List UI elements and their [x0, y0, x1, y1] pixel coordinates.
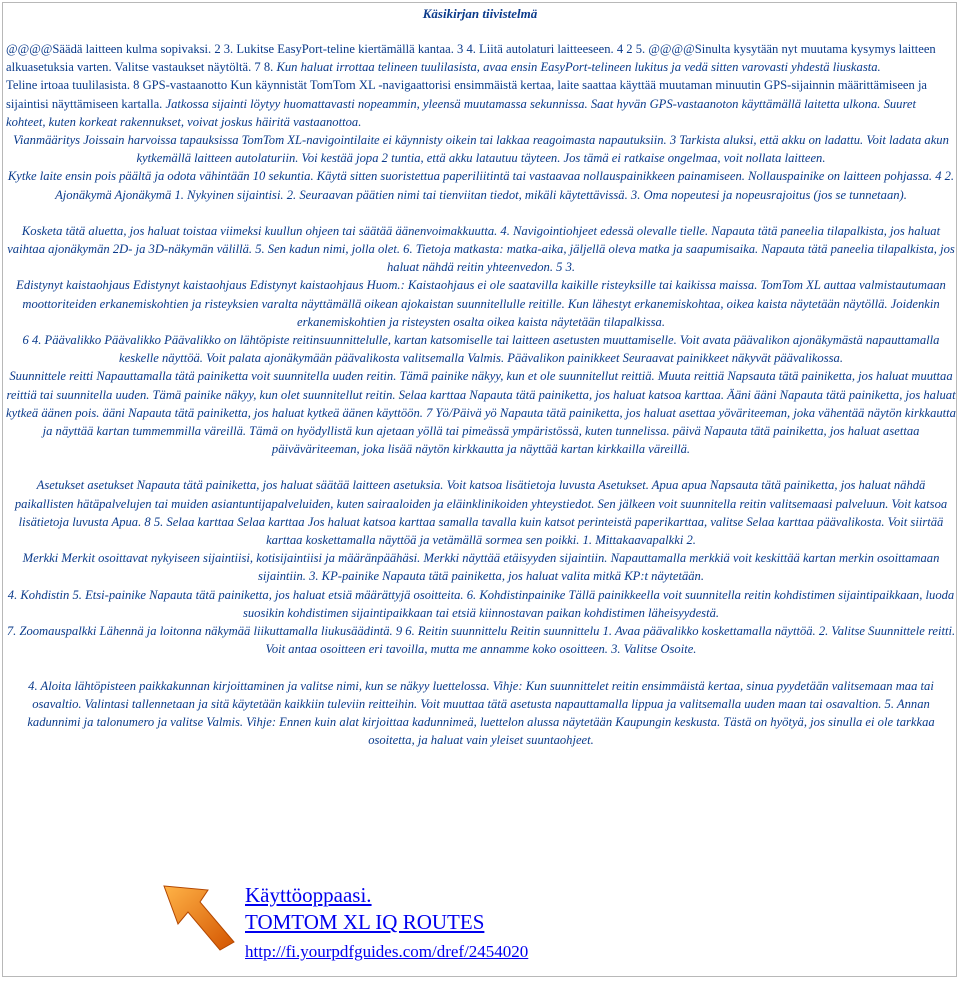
paragraph: Teline irtoaa tuulilasista. 8 GPS-vastaanotto Kun käynnistät TomTom XL -navigaattorisi ensimmäistä kertaa, laite saattaa käyttää muutaman minuutin GPS-sijainnin määrittämiseen ja sijaintisi näyttämiseen kartalla. Jatkossa sijainti löytyy huomattavasti nopeammin, yleensä muutamassa sekunnissa. Saat hyvän GPS-vastaanoton käyttämällä laitetta ulkona. Suuret kohteet, kuten korkeat rakennukset, voivat joskus häiritä vastaanottoa. [6, 78, 928, 129]
spacer [6, 458, 956, 476]
url-link[interactable]: http://fi.yourpdfguides.com/dref/2454020 [245, 942, 529, 961]
paragraph: 7. Zoomauspalkki Lähennä ja loitonna näkymää liikuttamalla liukusäädintä. 9 6. Reitin suunnittelu Reitin suunnittelu 1. Avaa päävalikko koskettamalla näyttöä. 2. Valitse Suunnittele reitti. Voit antaa osoitteen eri tavoilla, mutta me annamme koko osoitteen. 3. Valitse Osoite. [6, 624, 956, 657]
product-link[interactable]: TOMTOM XL IQ ROUTES [245, 910, 485, 934]
paragraph: Asetukset asetukset Napauta tätä painiketta, jos haluat säätää laitteen asetuksia. Voit katsoa lisätietoja luvusta Asetukset. Apua apua Napsauta tätä painiketta, jos haluat nähdä paikallisten hätäpalvelujen tai muiden asiantuntijapalveluiden, kuten sairaaloiden ja eläinklinikoiden yhteystiedot. Sen jälkeen voit suunnitella reitin valitsemaasi palveluun. Voit katsoa lisätietoja luvusta Apua. 8 5. Selaa karttaa Selaa karttaa Jos haluat katsoa karttaa samalla tavalla kuin katsot perinteistä paperikarttaa, valitse Selaa karttaa päävalikosta. Voit siirtää karttaa koskettamalla näyttöä ja vetämällä sormea sen poikki. 1. Mittakaavapalkki 2. [14, 478, 948, 548]
paragraph: Edistynyt kaistaohjaus Edistynyt kaistaohjaus Edistynyt kaistaohjaus Huom.: Kaistaohjaus ei ole saatavilla kaikille risteyksille tai kaikissa maissa. TomTom XL auttaa valmistautumaan moottoriteiden erkanemiskohtien ja risteyksien varalta näyttämällä oikean ajokaistan suunnitellulle reitille. Kun lähestyt erkanemiskohtaa, oikea kaista näytetään näytöllä. Joidenkin erkanemiskohtien ja risteysten osalta oikea kaista näytetään tilapalkissa. [16, 278, 946, 329]
paragraph: Vianmääritys Joissain harvoissa tapauksissa TomTom XL-navigointilaite ei käynnisty oikein tai lakkaa reagoimasta napautuksiin. 3 Tarkista aluksi, että akku on ladattu. Voit ladata akun kytkemällä laitteen autolaturiin. Voi kestää jopa 2 tuntia, että akku latautuu täyteen. Jos tämä ei ratkaise ongelmaa, voit nollata laitteen. [13, 133, 949, 166]
paragraph: Suunnittele reitti Napauttamalla tätä painiketta voit suunnitella uuden reitin. Tämä painike näkyy, kun et ole suunnitellut reittiä. Muuta reittiä Napsauta tätä painiketta, jos haluat muuttaa reittiä tai suunnitella uuden. Tämä painike näkyy, kun olet suunnitellut reitin. Selaa karttaa Napauta tätä painiketta, jos haluat katsoa karttaa. Ääni ääni Napauta tätä painiketta, jos haluat kytkeä äänen pois. ääni Napauta tätä painiketta, jos haluat kytkeä äänen käyttöön. 7 Yö/Päivä yö Napauta tätä painiketta, jos haluat asettaa yöväriteeman, joka vähentää näytön kirkkautta ja näyttää kartan tummemmilla väreillä. Tämä on hyödyllistä kun ajetaan yöllä tai pimeässä ympäristössä, kuten tunnelissa. päivä Napauta tätä painiketta, jos haluat asettaa päiväväriteeman, joka lisää näytön kirkkautta ja näyttää kartan kirkkailla väreillä. [6, 369, 956, 457]
links-block [245, 882, 528, 964]
spacer [6, 204, 956, 222]
paragraph: Merkki Merkit osoittavat nykyiseen sijaintiisi, kotisijaintiisi ja määränpäähäsi. Merkki näyttää etäisyyden sijaintiin. Napauttamalla merkkiä voit keskittää kartan merkin osoittamaan sijaintiin. 3. KP-painike Napauta tätä painiketta, jos haluat valita mitkä KP:t näytetään. [22, 551, 940, 584]
paragraph: Kosketa tätä aluetta, jos haluat toistaa viimeksi kuullun ohjeen tai säätää äänenvoimakkuutta. 4. Navigointiohjeet edessä olevalle tielle. Napauta tätä paneelia tilapalkista, jos haluat vaihtaa ajonäkymän 2D- ja 3D-näkymän välillä. 5. Sen kadun nimi, jolla olet. 6. Tietoja matkasta: matka-aika, jäljellä oleva matka ja saapumisaika. Napauta tätä paneelia tilapalkista, jos haluat nähdä reitin yhteenvedon. 5 3. [7, 223, 955, 275]
paragraph: Kytke laite ensin pois päältä ja odota vähintään 10 sekuntia. Käytä sitten suoristettua paperiliitintä tai vastaavaa nollauspainikkeen painamiseen. Nollauspainike on laitteen pohjassa. 4 2. Ajonäkymä Ajonäkymä 1. Nykyinen sijaintisi. 2. Seuraavan päätien nimi tai tienviitan tiedot, mikäli käytettävissä. 3. Oma nopeutesi ja nopeusrajoitus (jos se tunnetaan). [7, 169, 955, 202]
manual-link[interactable]: Käyttöoppaasi. [245, 883, 372, 907]
paragraph: 4. Kohdistin 5. Etsi-painike Napauta tätä painiketta, jos haluat etsiä määrättyjä osoitteita. 6. Kohdistinpainike Tällä painikkeella voit suunnitella reitin kohdistimen sijaintipaikkaan, luoda suosikin kohdistimen sijaintipaikkaan tai etsiä kiinnostavan paikan kohdistimen läheisyydestä. [7, 587, 955, 620]
spacer [6, 659, 956, 677]
paragraph: @@@@Säädä laitteen kulma sopivaksi. 2 3. Lukitse EasyPort-teline kiertämällä kantaa. 3 4. Liitä autolaturi laitteeseen. 4 2 5. @@@@Sinulta kysytään nyt muutama kysymys laitteen alkuasetuksia varten. Valitse vastaukset näytöltä. 7 8. Kun haluat irrottaa telineen tuulilasista, avaa ensin EasyPort-telineen lukitus ja vedä sitten varovasti yhdestä liuskasta. [6, 42, 936, 75]
paragraph: 4. Aloita lähtöpisteen paikkakunnan kirjoittaminen ja valitse nimi, kun se näkyy luettelossa. Vihje: Kun suunnittelet reitin ensimmäistä kertaa, sinua pyydetään valitsemaan maa tai osavaltio. Valintasi tallennetaan ja sitä käytetään kaikkiin tuleviin reitteihin. Voit muuttaa tätä asetusta napauttamalla lippua ja valitsemalla uuden maan tai osavaltion. 5. Annan kadunnimi ja talonumero ja valitse Valmis. Vihje: Ennen kuin alat kirjoittaa kadunnimeä, luettelon alussa näytetään Kaupungin keskusta. Tästä on hyötyä, jos sinulla ei ole tarkkaa osoitetta, ja haluat vain yleiset suuntaohjeet. [27, 678, 935, 748]
arrow-logo-icon [160, 880, 238, 952]
document-body [6, 40, 956, 749]
page-title: Käsikirjan tiivistelmä [422, 6, 538, 21]
paragraph: 6 4. Päävalikko Päävalikko Päävalikko on lähtöpiste reitinsuunnittelulle, kartan katsomiselle tai laitteen asetusten muuttamiselle. Voit avata päävalikon ajonäkymästä napauttamalla keskelle näyttöä. Voit palata ajonäkymään päävalikosta valitsemalla Valmis. Päävalikon painikkeet Seuraavat painikkeet näkyvät päävalikossa. [22, 333, 940, 366]
